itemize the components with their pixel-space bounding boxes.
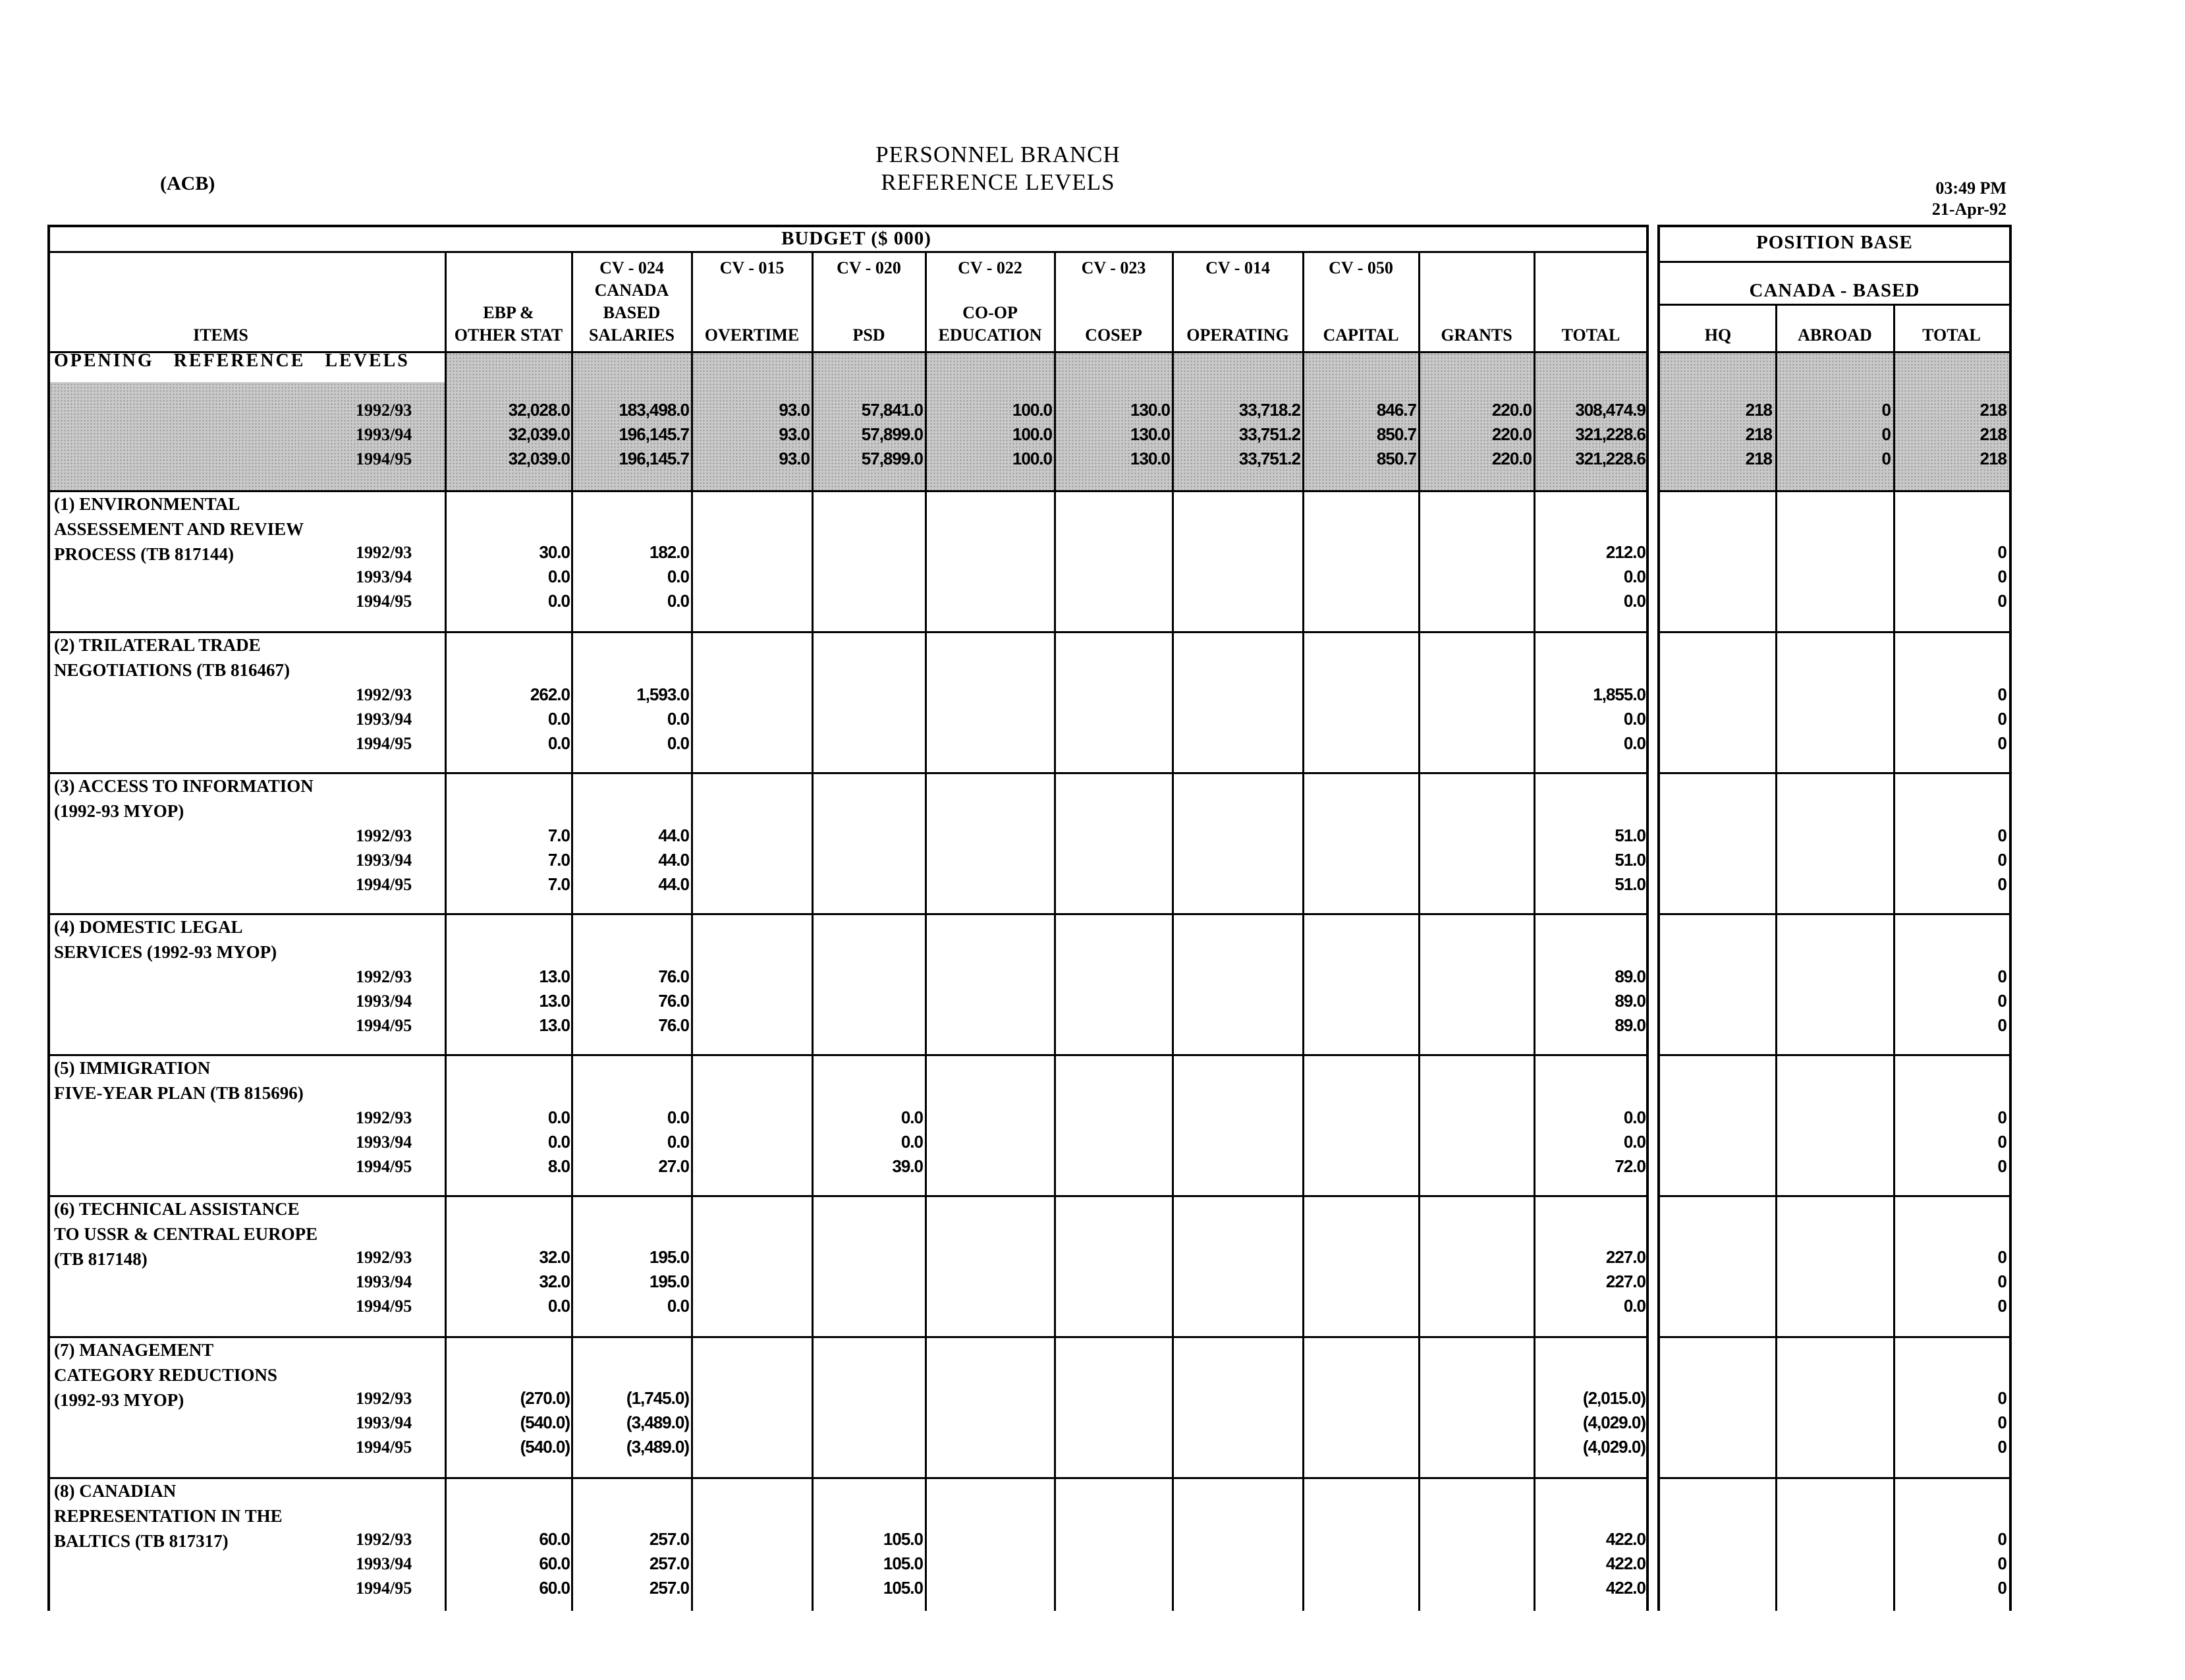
header-line: CANADA bbox=[594, 281, 669, 300]
item-title-line: FIVE-YEAR PLAN (TB 815696) bbox=[54, 1083, 304, 1103]
ebp-column-header bbox=[445, 302, 572, 347]
header-line: PSD bbox=[852, 325, 885, 345]
item-position-total-value: 0 bbox=[1997, 1272, 2006, 1291]
timestamp bbox=[1932, 178, 2006, 220]
item-title-line: PROCESS (TB 817144) bbox=[54, 544, 235, 564]
item-total-value: 0.0 bbox=[1623, 709, 1646, 729]
item-total-value: 422.0 bbox=[1605, 1529, 1646, 1549]
item-position-total-value: 0 bbox=[1997, 1247, 2006, 1267]
abroad-column-header: ABROAD bbox=[1798, 325, 1872, 345]
item-year: 1993/94 bbox=[356, 992, 412, 1011]
budget-section-title: BUDGET ($ 000) bbox=[781, 228, 931, 249]
item-position-total-value: 0 bbox=[1997, 966, 2006, 986]
item-title bbox=[54, 1337, 364, 1413]
item-ebp-value: 32.0 bbox=[539, 1272, 570, 1291]
item-year: 1993/94 bbox=[356, 1554, 412, 1573]
canada-based-rule bbox=[1657, 304, 2012, 306]
cv050-column-header bbox=[1303, 257, 1419, 347]
opening-hq-value: 218 bbox=[1745, 424, 1772, 444]
item-total-value: 0.0 bbox=[1623, 1107, 1646, 1127]
header-line: EDUCATION bbox=[938, 325, 1042, 345]
item-title-line: (3) ACCESS TO INFORMATION bbox=[54, 776, 314, 796]
item-position-total-value: 0 bbox=[1997, 685, 2006, 704]
item-salaries-value: 195.0 bbox=[649, 1247, 689, 1267]
item-total-value: (4,029.0) bbox=[1582, 1413, 1646, 1432]
item-ebp-value: 0.0 bbox=[547, 1132, 570, 1152]
col-divider bbox=[1775, 304, 1777, 1611]
item-title-line: BALTICS (TB 817317) bbox=[54, 1531, 229, 1551]
pos-header-rule bbox=[1657, 261, 2012, 263]
position-base-title: POSITION BASE bbox=[1756, 232, 1913, 253]
item-title bbox=[54, 1478, 364, 1554]
opening-ptotal-value: 218 bbox=[1979, 449, 2006, 468]
item-psd-value: 39.0 bbox=[892, 1156, 923, 1176]
item-title-line: (5) IMMIGRATION bbox=[54, 1058, 211, 1078]
report-subtitle: REFERENCE LEVELS bbox=[881, 169, 1115, 195]
item-title bbox=[54, 1055, 364, 1106]
opening-coop-value: 100.0 bbox=[1012, 424, 1052, 444]
item-total-value: (2,015.0) bbox=[1582, 1388, 1646, 1408]
item-ebp-value: 30.0 bbox=[539, 542, 570, 562]
item-position-total-value: 0 bbox=[1997, 709, 2006, 729]
opening-sal-value: 183,498.0 bbox=[619, 400, 689, 420]
header-line: BASED bbox=[603, 303, 661, 322]
item-ebp-value: 7.0 bbox=[547, 874, 570, 894]
header-line: EBP & bbox=[483, 303, 534, 322]
opening-grants-value: 220.0 bbox=[1491, 400, 1532, 420]
item-divider-position bbox=[1657, 1054, 2012, 1056]
item-salaries-value: 257.0 bbox=[649, 1529, 689, 1549]
item-total-value: 89.0 bbox=[1615, 991, 1646, 1011]
item-year: 1993/94 bbox=[356, 567, 412, 586]
item-ebp-value: (540.0) bbox=[520, 1413, 570, 1432]
item-total-value: 0.0 bbox=[1623, 1296, 1646, 1316]
grants-column-header: GRANTS bbox=[1441, 325, 1512, 345]
cv023-column-header bbox=[1055, 257, 1173, 347]
item-year: 1992/93 bbox=[356, 1248, 412, 1267]
item-total-value: 0.0 bbox=[1623, 591, 1646, 611]
item-title-line: TO USSR & CENTRAL EUROPE bbox=[54, 1224, 318, 1244]
opening-cap-value: 850.7 bbox=[1376, 424, 1416, 444]
item-title-line: (8) CANADIAN bbox=[54, 1481, 177, 1501]
item-title-line: ASSESSEMENT AND REVIEW bbox=[54, 519, 304, 539]
item-title-line: (7) MANAGEMENT bbox=[54, 1340, 214, 1360]
item-total-value: 212.0 bbox=[1605, 542, 1646, 562]
opening-grants-value: 220.0 bbox=[1491, 424, 1532, 444]
item-divider-position bbox=[1657, 913, 2012, 915]
item-total-value: 51.0 bbox=[1615, 874, 1646, 894]
position-total-column-header: TOTAL bbox=[1922, 325, 1981, 345]
header-line: CO-OP bbox=[962, 303, 1018, 322]
canada-based-title: CANADA - BASED bbox=[1749, 280, 1920, 301]
opening-year: 1993/94 bbox=[356, 425, 412, 444]
opening-year: 1992/93 bbox=[356, 401, 412, 420]
item-position-total-value: 0 bbox=[1997, 733, 2006, 753]
opening-total-value: 321,228.6 bbox=[1575, 424, 1646, 444]
item-title-line: (1992-93 MYOP) bbox=[54, 1390, 184, 1410]
header-line: CV - 020 bbox=[837, 258, 901, 277]
opening-reference-label: OPENING REFERENCE LEVELS bbox=[54, 350, 410, 371]
item-total-value: 1,855.0 bbox=[1593, 685, 1646, 704]
header-line: SALARIES bbox=[588, 325, 675, 345]
opening-abroad-value: 0 bbox=[1881, 449, 1891, 468]
opening-cap-value: 846.7 bbox=[1376, 400, 1416, 420]
item-title bbox=[54, 773, 364, 824]
item-year: 1994/95 bbox=[356, 1438, 412, 1457]
item-position-total-value: 0 bbox=[1997, 542, 2006, 562]
item-divider-position bbox=[1657, 631, 2012, 633]
item-position-total-value: 0 bbox=[1997, 1296, 2006, 1316]
item-title-line: (6) TECHNICAL ASSISTANCE bbox=[54, 1199, 300, 1219]
report-title: PERSONNEL BRANCH bbox=[875, 142, 1120, 167]
budget-header-rule bbox=[47, 251, 1649, 253]
opening-coop-value: 100.0 bbox=[1012, 400, 1052, 420]
item-year: 1992/93 bbox=[356, 1108, 412, 1127]
item-ebp-value: 13.0 bbox=[539, 991, 570, 1011]
opening-ot-value: 93.0 bbox=[779, 400, 810, 420]
opening-year: 1994/95 bbox=[356, 449, 412, 468]
item-position-total-value: 0 bbox=[1997, 1132, 2006, 1152]
item-year: 1994/95 bbox=[356, 1297, 412, 1316]
item-position-total-value: 0 bbox=[1997, 874, 2006, 894]
item-ebp-value: 0.0 bbox=[547, 709, 570, 729]
header-line: CV - 050 bbox=[1329, 258, 1393, 277]
branch-code: (ACB) bbox=[160, 173, 215, 194]
opening-ebp-value: 32,039.0 bbox=[508, 424, 570, 444]
col-divider bbox=[1893, 304, 1895, 1611]
item-ebp-value: (540.0) bbox=[520, 1437, 570, 1457]
opening-ot-value: 93.0 bbox=[779, 449, 810, 468]
header-line: CV - 014 bbox=[1205, 258, 1270, 277]
header-line: CV - 015 bbox=[719, 258, 785, 277]
opening-hq-value: 218 bbox=[1745, 449, 1772, 468]
cv022-column-header bbox=[926, 257, 1055, 347]
item-ebp-value: (270.0) bbox=[520, 1388, 570, 1408]
header-line: CAPITAL bbox=[1323, 325, 1399, 345]
item-salaries-value: 76.0 bbox=[658, 991, 689, 1011]
item-salaries-value: 76.0 bbox=[658, 1015, 689, 1035]
item-year: 1993/94 bbox=[356, 851, 412, 870]
item-position-total-value: 0 bbox=[1997, 1437, 2006, 1457]
opening-ebp-value: 32,028.0 bbox=[508, 400, 570, 420]
item-title bbox=[54, 632, 364, 683]
item-ebp-value: 13.0 bbox=[539, 1015, 570, 1035]
item-salaries-value: 0.0 bbox=[667, 567, 689, 586]
opening-ebp-value: 32,039.0 bbox=[508, 449, 570, 468]
item-total-value: 0.0 bbox=[1623, 733, 1646, 753]
item-year: 1992/93 bbox=[356, 685, 412, 704]
item-salaries-value: 0.0 bbox=[667, 709, 689, 729]
item-psd-value: 0.0 bbox=[900, 1132, 923, 1152]
item-psd-value: 105.0 bbox=[883, 1554, 923, 1573]
item-year: 1992/93 bbox=[356, 826, 412, 845]
item-title-line: (1) ENVIRONMENTAL bbox=[54, 494, 240, 514]
item-total-value: (4,029.0) bbox=[1582, 1437, 1646, 1457]
item-salaries-value: 44.0 bbox=[658, 826, 689, 845]
item-position-total-value: 0 bbox=[1997, 1388, 2006, 1408]
item-ebp-value: 60.0 bbox=[539, 1529, 570, 1549]
item-ebp-value: 0.0 bbox=[547, 1107, 570, 1127]
item-title-line: REPRESENTATION IN THE bbox=[54, 1506, 283, 1526]
item-salaries-value: (1,745.0) bbox=[626, 1388, 689, 1408]
item-position-total-value: 0 bbox=[1997, 567, 2006, 586]
item-title-line: SERVICES (1992-93 MYOP) bbox=[54, 942, 277, 962]
item-salaries-value: 0.0 bbox=[667, 733, 689, 753]
opening-coop-value: 100.0 bbox=[1012, 449, 1052, 468]
header-line: OPERATING bbox=[1186, 325, 1289, 345]
pos-opening-bottom-rule bbox=[1657, 490, 2012, 492]
item-ebp-value: 262.0 bbox=[530, 685, 570, 704]
item-ebp-value: 13.0 bbox=[539, 966, 570, 986]
item-total-value: 422.0 bbox=[1605, 1554, 1646, 1573]
item-title-line: CATEGORY REDUCTIONS bbox=[54, 1365, 277, 1385]
header-line: CV - 022 bbox=[958, 258, 1022, 277]
item-position-total-value: 0 bbox=[1997, 591, 2006, 611]
item-psd-value: 105.0 bbox=[883, 1578, 923, 1598]
opening-abroad-value: 0 bbox=[1881, 424, 1891, 444]
item-total-value: 0.0 bbox=[1623, 567, 1646, 586]
header-line: CV - 023 bbox=[1081, 258, 1146, 277]
opening-cosep-value: 130.0 bbox=[1130, 400, 1170, 420]
opening-hq-value: 218 bbox=[1745, 400, 1772, 420]
item-position-total-value: 0 bbox=[1997, 1413, 2006, 1432]
opening-ptotal-value: 218 bbox=[1979, 400, 2006, 420]
item-year: 1994/95 bbox=[356, 1016, 412, 1035]
item-total-value: 72.0 bbox=[1615, 1156, 1646, 1176]
item-position-total-value: 0 bbox=[1997, 850, 2006, 870]
item-position-total-value: 0 bbox=[1997, 1015, 2006, 1035]
item-year: 1994/95 bbox=[356, 1579, 412, 1598]
opening-ptotal-value: 218 bbox=[1979, 424, 2006, 444]
cv014-column-header bbox=[1173, 257, 1303, 347]
item-ebp-value: 32.0 bbox=[539, 1247, 570, 1267]
item-salaries-value: 27.0 bbox=[658, 1156, 689, 1176]
total-column-header: TOTAL bbox=[1561, 325, 1620, 345]
opening-cosep-value: 130.0 bbox=[1130, 424, 1170, 444]
item-year: 1993/94 bbox=[356, 1413, 412, 1432]
item-ebp-value: 7.0 bbox=[547, 850, 570, 870]
item-divider-position bbox=[1657, 1477, 2012, 1479]
header-line: OTHER STAT bbox=[454, 325, 563, 345]
opening-grants-value: 220.0 bbox=[1491, 449, 1532, 468]
item-total-value: 51.0 bbox=[1615, 826, 1646, 845]
report-time: 03:49 PM bbox=[1935, 179, 2006, 198]
cv020-column-header bbox=[812, 257, 926, 347]
item-salaries-value: 76.0 bbox=[658, 966, 689, 986]
item-ebp-value: 0.0 bbox=[547, 567, 570, 586]
cv024-column-header bbox=[572, 257, 692, 347]
item-salaries-value: 182.0 bbox=[649, 542, 689, 562]
item-year: 1993/94 bbox=[356, 1133, 412, 1152]
hq-column-header: HQ bbox=[1704, 325, 1732, 345]
item-salaries-value: 195.0 bbox=[649, 1272, 689, 1291]
item-title bbox=[54, 914, 364, 965]
item-ebp-value: 0.0 bbox=[547, 591, 570, 611]
item-position-total-value: 0 bbox=[1997, 826, 2006, 845]
header-line: OVERTIME bbox=[704, 325, 800, 345]
item-position-total-value: 0 bbox=[1997, 1578, 2006, 1598]
opening-ot-value: 93.0 bbox=[779, 424, 810, 444]
item-title-line: (1992-93 MYOP) bbox=[54, 801, 184, 821]
item-salaries-value: (3,489.0) bbox=[626, 1437, 689, 1457]
item-salaries-value: 0.0 bbox=[667, 1132, 689, 1152]
opening-total-value: 308,474.9 bbox=[1575, 400, 1646, 420]
item-total-value: 89.0 bbox=[1615, 966, 1646, 986]
opening-cosep-value: 130.0 bbox=[1130, 449, 1170, 468]
item-salaries-value: 0.0 bbox=[667, 1107, 689, 1127]
item-ebp-value: 60.0 bbox=[539, 1578, 570, 1598]
cv015-column-header bbox=[692, 257, 812, 347]
item-ebp-value: 60.0 bbox=[539, 1554, 570, 1573]
item-year: 1993/94 bbox=[356, 710, 412, 729]
opening-psd-value: 57,899.0 bbox=[861, 424, 923, 444]
item-position-total-value: 0 bbox=[1997, 1529, 2006, 1549]
item-title-line: (2) TRILATERAL TRADE bbox=[54, 635, 261, 655]
item-title-line: (4) DOMESTIC LEGAL bbox=[54, 917, 243, 937]
item-divider-position bbox=[1657, 1195, 2012, 1197]
item-salaries-value: 44.0 bbox=[658, 874, 689, 894]
item-ebp-value: 0.0 bbox=[547, 733, 570, 753]
pos-column-header-rule bbox=[1657, 351, 2012, 353]
report-date: 21-Apr-92 bbox=[1931, 200, 2006, 219]
opening-sal-value: 196,145.7 bbox=[619, 424, 689, 444]
item-total-value: 51.0 bbox=[1615, 850, 1646, 870]
item-ebp-value: 0.0 bbox=[547, 1296, 570, 1316]
opening-total-value: 321,228.6 bbox=[1575, 449, 1646, 468]
item-total-value: 0.0 bbox=[1623, 1132, 1646, 1152]
item-year: 1992/93 bbox=[356, 543, 412, 562]
opening-abroad-value: 0 bbox=[1881, 400, 1891, 420]
opening-oper-value: 33,718.2 bbox=[1238, 400, 1300, 420]
item-ebp-value: 8.0 bbox=[547, 1156, 570, 1176]
item-total-value: 422.0 bbox=[1605, 1578, 1646, 1598]
item-salaries-value: 0.0 bbox=[667, 1296, 689, 1316]
item-salaries-value: 44.0 bbox=[658, 850, 689, 870]
item-year: 1993/94 bbox=[356, 1272, 412, 1291]
item-psd-value: 0.0 bbox=[900, 1107, 923, 1127]
opening-oper-value: 33,751.2 bbox=[1238, 449, 1300, 468]
opening-psd-value: 57,841.0 bbox=[861, 400, 923, 420]
item-title bbox=[54, 1196, 364, 1272]
opening-oper-value: 33,751.2 bbox=[1238, 424, 1300, 444]
item-total-value: 227.0 bbox=[1605, 1272, 1646, 1291]
item-position-total-value: 0 bbox=[1997, 991, 2006, 1011]
item-psd-value: 105.0 bbox=[883, 1529, 923, 1549]
item-salaries-value: (3,489.0) bbox=[626, 1413, 689, 1432]
item-title-line: (TB 817148) bbox=[54, 1249, 148, 1269]
item-divider-position bbox=[1657, 1336, 2012, 1338]
opening-psd-value: 57,899.0 bbox=[861, 449, 923, 468]
item-title bbox=[54, 491, 364, 567]
opening-cap-value: 850.7 bbox=[1376, 449, 1416, 468]
item-position-total-value: 0 bbox=[1997, 1156, 2006, 1176]
item-title-line: NEGOTIATIONS (TB 816467) bbox=[54, 660, 290, 680]
item-year: 1994/95 bbox=[356, 592, 412, 611]
item-salaries-value: 1,593.0 bbox=[636, 685, 689, 704]
header-line: CV - 024 bbox=[599, 258, 664, 277]
item-salaries-value: 257.0 bbox=[649, 1578, 689, 1598]
item-year: 1994/95 bbox=[356, 734, 412, 753]
item-salaries-value: 257.0 bbox=[649, 1554, 689, 1573]
item-ebp-value: 7.0 bbox=[547, 826, 570, 845]
opening-sal-value: 196,145.7 bbox=[619, 449, 689, 468]
item-total-value: 227.0 bbox=[1605, 1247, 1646, 1267]
item-position-total-value: 0 bbox=[1997, 1107, 2006, 1127]
items-column-header: ITEMS bbox=[193, 325, 248, 345]
item-total-value: 89.0 bbox=[1615, 1015, 1646, 1035]
item-year: 1992/93 bbox=[356, 967, 412, 986]
item-year: 1994/95 bbox=[356, 1157, 412, 1176]
header-line: COSEP bbox=[1085, 325, 1142, 345]
item-year: 1994/95 bbox=[356, 875, 412, 894]
item-divider-position bbox=[1657, 772, 2012, 774]
item-position-total-value: 0 bbox=[1997, 1554, 2006, 1573]
item-year: 1992/93 bbox=[356, 1530, 412, 1549]
item-year: 1992/93 bbox=[356, 1389, 412, 1408]
item-salaries-value: 0.0 bbox=[667, 591, 689, 611]
